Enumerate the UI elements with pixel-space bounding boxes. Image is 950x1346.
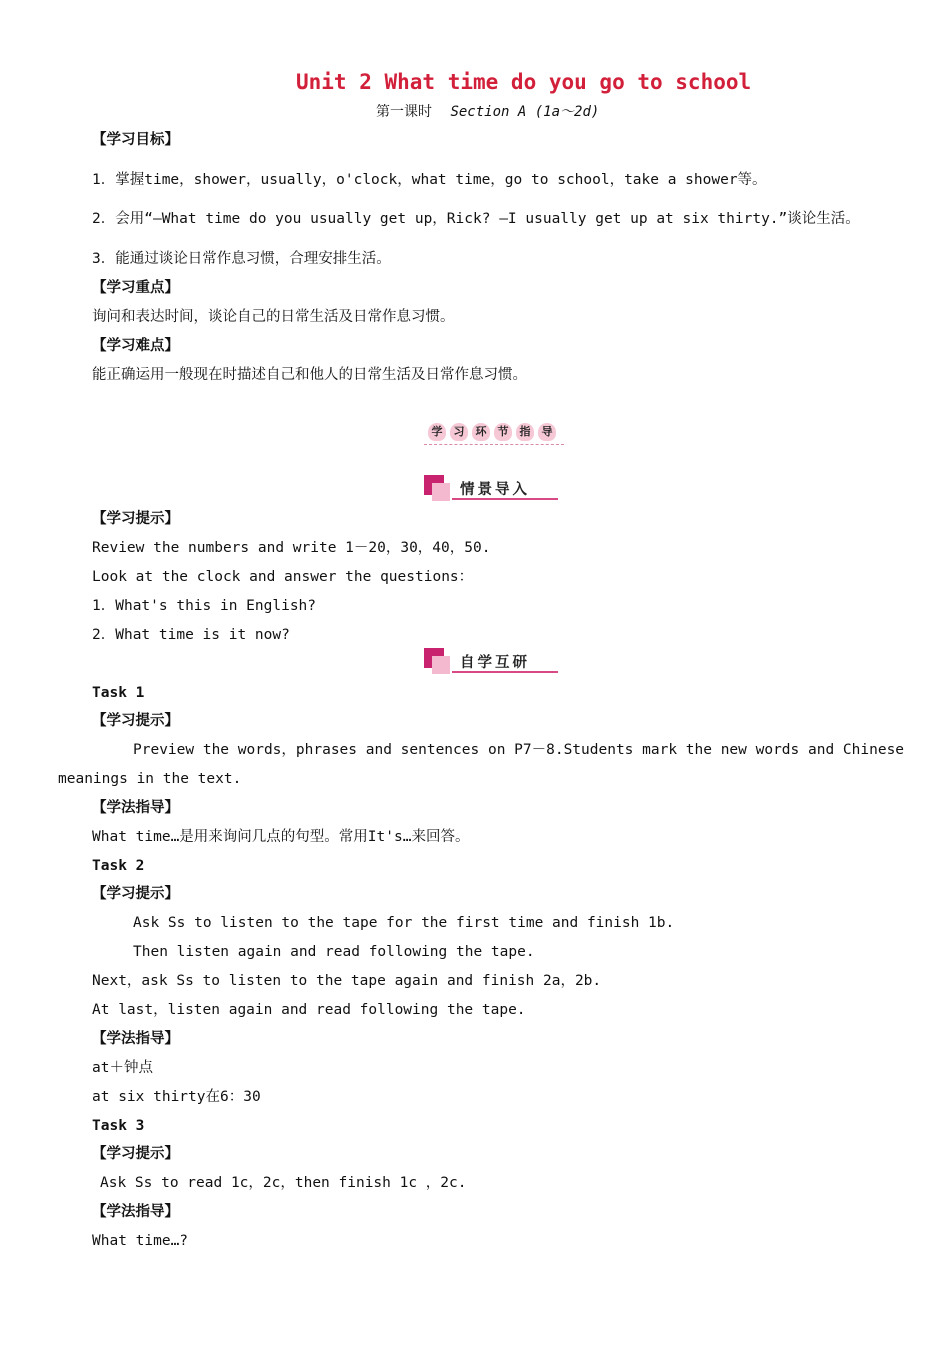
goal-item-3: 3．能通过谈论日常作息习惯，合理安排生活。 [92,251,391,267]
page-subtitle [376,101,599,121]
banner-char: 环 [472,423,490,441]
subtitle-lesson: 第一课时 [376,104,432,120]
task3-hint-heading: 【学习提示】 [92,1146,179,1162]
task2-guide-line-1: at＋钟点 [92,1060,153,1076]
task2-hint-heading: 【学习提示】 [92,886,179,902]
difficulty-heading: 【学习难点】 [92,338,179,354]
intro-line-4: 2．What time is it now? [92,627,290,643]
goals-heading: 【学习目标】 [92,132,179,148]
task2-guide-line-2: at six thirty在6：30 [92,1089,261,1105]
task2-line-3: Next，ask Ss to listen to the tape again and finish 2a，2b. [92,973,602,989]
section-header-intro [424,475,558,501]
task1-hint-line-2: meanings in the text. [58,771,242,787]
task2-line-4: At last，listen again and read following the tape. [92,1002,526,1018]
guide-banner [424,420,564,445]
intro-line-3: 1．What's this in English? [92,598,317,614]
task1-title: Task 1 [92,685,145,701]
task1-hint-heading: 【学习提示】 [92,713,179,729]
task3-hint-text: Ask Ss to read 1c，2c，then finish 1c ，2c. [100,1175,467,1191]
task1-guide-heading: 【学法指导】 [92,800,179,816]
task3-guide-text: What time…? [92,1233,189,1249]
page-title: Unit 2 What time do you go to school [296,70,752,94]
section-header-self-study [424,648,558,674]
intro-line-1: Review the numbers and write 1－20，30，40，50. [92,540,491,556]
intro-hint-heading: 【学习提示】 [92,511,179,527]
subtitle-range: (1a～2d) [534,104,600,120]
focus-heading: 【学习重点】 [92,280,179,296]
section-label: 情景导入 [460,482,530,498]
subtitle-section: Section A [450,104,527,120]
intro-line-2: Look at the clock and answer the questions： [92,569,474,585]
task2-title: Task 2 [92,858,145,874]
section-label: 自学互研 [460,655,530,671]
task1-guide-text: What time…是用来询问几点的句型。常用It's…来回答。 [92,829,470,845]
banner-char: 导 [538,423,556,441]
task2-line-2: Then listen again and read following the tape. [133,944,535,960]
task3-guide-heading: 【学法指导】 [92,1204,179,1220]
banner-char: 节 [494,423,512,441]
banner-char: 学 [428,423,446,441]
focus-text: 询问和表达时间，谈论自己的日常生活及日常作息习惯。 [92,309,455,325]
task1-hint-line-1: Preview the words，phrases and sentences on P7－8.Students mark the new words and Chinese [133,742,905,758]
task3-title: Task 3 [92,1118,145,1134]
difficulty-text: 能正确运用一般现在时描述自己和他人的日常生活及日常作息习惯。 [92,367,527,383]
banner-char: 指 [516,423,534,441]
goal-item-1: 1．掌握time，shower，usually，o'clock，what time，go to school，take a shower等。 [92,172,767,188]
banner-char: 习 [450,423,468,441]
goal-item-2: 2．会用“—What time do you usually get up，Rick? —I usually get up at six thirty.”谈论生活。 [92,211,860,227]
task2-guide-heading: 【学法指导】 [92,1031,179,1047]
task2-line-1: Ask Ss to listen to the tape for the first time and finish 1b. [133,915,675,931]
